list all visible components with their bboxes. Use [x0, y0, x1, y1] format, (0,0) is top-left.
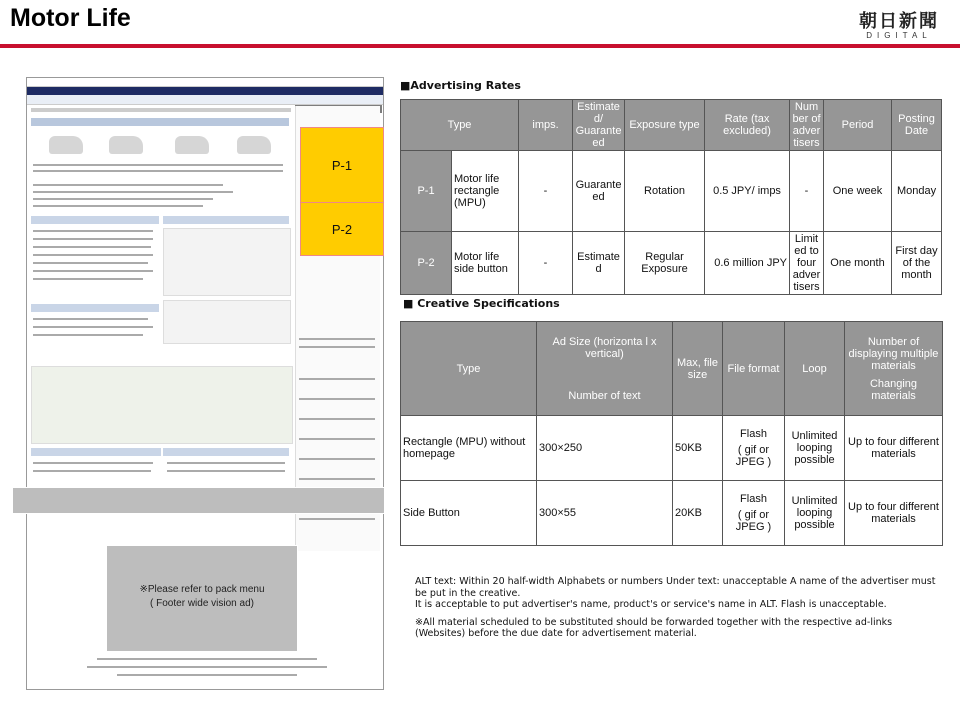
creative-specs-title: ■ Creative Specifications	[403, 297, 560, 310]
rates-header-posting: Posting Date	[892, 100, 942, 151]
mock-section-bar	[31, 216, 159, 224]
mock-text-line	[33, 326, 153, 328]
specs-cell	[723, 416, 785, 481]
car-icon	[109, 136, 143, 154]
specs-header-type: Type	[401, 322, 537, 416]
rates-cell: 0.5 JPY/ imps	[705, 151, 790, 232]
mock-text-line	[33, 238, 153, 240]
specs-header-size-main: Ad Size (horizonta l x vertical)	[552, 335, 657, 360]
specs-header-row	[401, 322, 943, 416]
car-icon	[49, 136, 83, 154]
header-divider	[0, 44, 960, 48]
mock-text-line	[299, 418, 375, 420]
rates-cell: 0.6 million JPY	[705, 232, 790, 295]
specs-header-materials-sub: Changing materials	[869, 377, 918, 402]
specs-header-loop: Loop	[785, 322, 845, 416]
rates-header-rate: Rate (tax excluded)	[705, 100, 790, 151]
mock-text-line	[33, 205, 203, 207]
mock-text-line	[33, 278, 143, 280]
mock-text-line	[33, 318, 148, 320]
rates-cell: Limited to four advertisers	[790, 232, 824, 295]
mock-text-line	[299, 398, 375, 400]
mock-footer-line	[97, 658, 317, 660]
specs-header-size	[537, 322, 673, 416]
mock-footer-line	[117, 674, 297, 676]
mock-text-line	[33, 262, 148, 264]
rates-cell: Rotation	[625, 151, 705, 232]
specs-header-materials-main: Number of displaying multiple materials	[848, 335, 939, 372]
car-icon	[175, 136, 209, 154]
rates-cell: One week	[824, 151, 892, 232]
page-title: Motor Life	[10, 4, 131, 32]
wide-ad-placeholder	[12, 487, 385, 514]
specs-cell: 20KB	[673, 481, 723, 546]
mock-breadcrumb	[31, 108, 291, 112]
notes-block	[415, 576, 945, 645]
specs-cell: 50KB	[673, 416, 723, 481]
rates-header-period: Period	[824, 100, 892, 151]
rates-cell: Motor life side button	[452, 232, 519, 295]
mock-text-line	[33, 246, 151, 248]
mock-text-line	[33, 170, 283, 172]
mock-text-line	[33, 334, 143, 336]
mock-section-bar	[31, 448, 161, 456]
specs-cell: Unlimited looping possible	[785, 481, 845, 546]
specs-cell: 300×55	[537, 481, 673, 546]
note-material-deadline: ※All material scheduled to be substituted should be forwarded together with the respective ad-links (Websites) before the due date for advertisement material.	[415, 616, 893, 639]
note-alt-text: ALT text: Within 20 half-width Alphabets or numbers Under text: unacceptable A name of the advertiser must be put in the creative.	[415, 576, 936, 599]
mock-text-line	[33, 254, 153, 256]
specs-cell: 300×250	[537, 416, 673, 481]
mock-section-bar	[163, 216, 289, 224]
mock-text-line	[299, 478, 375, 480]
table-row	[401, 481, 943, 546]
mock-text-line	[33, 230, 153, 232]
rates-header-imps: imps.	[519, 100, 573, 151]
table-row	[401, 232, 942, 295]
specs-format-line1: Flash	[740, 428, 767, 440]
footer-ad-line1: ※Please refer to pack menu	[139, 584, 265, 595]
rates-cell: One month	[824, 232, 892, 295]
mock-text-line	[299, 518, 375, 520]
rates-header-row	[401, 100, 942, 151]
mock-text-line	[167, 462, 285, 464]
specs-header-format: File format	[723, 322, 785, 416]
mock-footer-line	[87, 666, 327, 668]
mock-text-line	[167, 470, 285, 472]
rates-header-exposure: Exposure type	[625, 100, 705, 151]
rates-header-advertisers: Number of advertisers	[790, 100, 824, 151]
mock-news-block	[163, 300, 291, 344]
mock-site-topbar	[27, 78, 383, 87]
mock-text-line	[33, 462, 153, 464]
rates-cell: Estimated	[573, 232, 625, 295]
mock-text-line	[33, 184, 223, 186]
table-row	[401, 416, 943, 481]
footer-ad-line2: ( Footer wide vision ad)	[150, 598, 254, 609]
mock-section-bar	[31, 304, 159, 312]
specs-cell: Side Button	[401, 481, 537, 546]
rates-header-estimated: Estimated/ Guaranteed	[573, 100, 625, 151]
advertising-rates-table	[400, 99, 942, 295]
rates-cell: Regular Exposure	[625, 232, 705, 295]
rates-cell: Monday	[892, 151, 942, 232]
rates-header-type: Type	[401, 100, 519, 151]
mock-text-line	[299, 338, 375, 340]
rates-cell: Guaranteed	[573, 151, 625, 232]
p1-ad-slot: P-1	[300, 127, 384, 203]
mock-text-line	[33, 164, 283, 166]
footer-ad-placeholder	[106, 545, 298, 652]
mock-section-bar	[163, 448, 289, 456]
mock-news-block	[163, 228, 291, 296]
specs-cell: Up to four different materials	[845, 416, 943, 481]
rates-cell: P-1	[401, 151, 452, 232]
mock-text-line	[299, 458, 375, 460]
specs-format-line2: ( gif or JPEG )	[735, 444, 772, 468]
specs-cell	[723, 481, 785, 546]
specs-cell: Unlimited looping possible	[785, 416, 845, 481]
logo-en: DIGITAL	[866, 31, 932, 40]
rates-cell: -	[519, 232, 573, 295]
mock-text-line	[33, 470, 151, 472]
specs-header-materials	[845, 322, 943, 416]
specs-format-line2: ( gif or JPEG )	[735, 509, 772, 533]
advertising-rates-title: ■Advertising Rates	[400, 79, 521, 92]
mock-nav-primary	[27, 87, 383, 95]
mock-text-line	[33, 198, 213, 200]
note-alt-acceptable: It is acceptable to put advertiser's name, product's or service's name in ALT. Flash is unacceptable.	[415, 599, 887, 610]
specs-format-line1: Flash	[740, 493, 767, 505]
specs-cell: Rectangle (MPU) without homepage	[401, 416, 537, 481]
mock-text-line	[33, 191, 233, 193]
rates-cell: First day of the month	[892, 232, 942, 295]
asahi-digital-logo	[854, 7, 944, 40]
p2-ad-slot: P-2	[300, 202, 384, 256]
mock-section-bar	[31, 118, 289, 126]
footer-ad-note	[107, 583, 297, 611]
mock-text-line	[33, 270, 153, 272]
rates-cell: -	[790, 151, 824, 232]
specs-cell: Up to four different materials	[845, 481, 943, 546]
mock-feature-block	[31, 366, 293, 444]
rates-cell: Motor life rectangle (MPU)	[452, 151, 519, 232]
mock-text-line	[299, 438, 375, 440]
specs-header-max: Max, file size	[673, 322, 723, 416]
rates-cell: P-2	[401, 232, 452, 295]
rates-cell: -	[519, 151, 573, 232]
mock-nav-secondary	[27, 95, 383, 105]
specs-header-size-sub: Number of text	[568, 389, 641, 402]
creative-specs-table	[400, 321, 943, 546]
table-row	[401, 151, 942, 232]
mock-text-line	[299, 378, 375, 380]
car-icon	[237, 136, 271, 154]
logo-jp: 朝日新聞	[859, 11, 939, 32]
mock-text-line	[299, 346, 375, 348]
